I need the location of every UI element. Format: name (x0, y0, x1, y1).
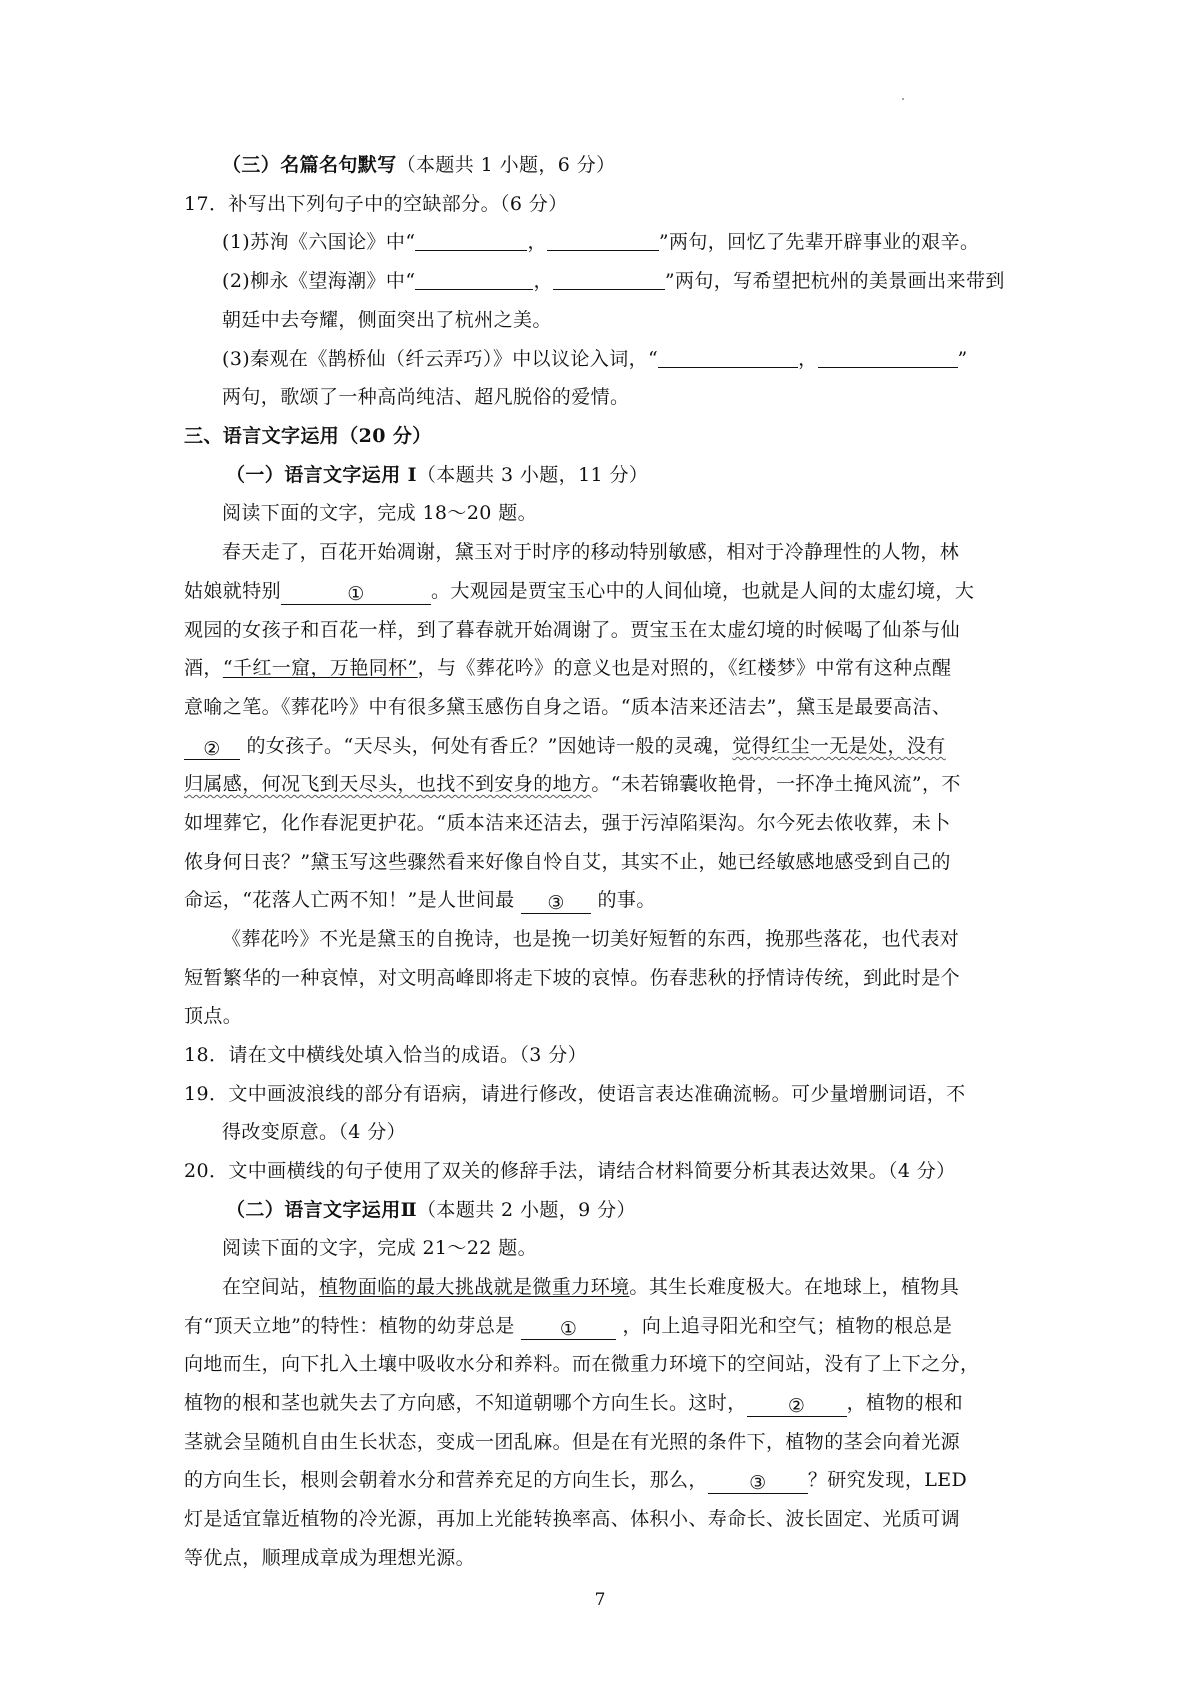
blank-1[interactable]: ① (281, 584, 431, 605)
question-17-item-3-cont: 两句，歌颂了一种高尚纯洁、超凡脱俗的爱情。 (222, 386, 630, 408)
passage-2-line (184, 1467, 967, 1494)
item-text: ”两句，写希望把杭州的美景画出来带到 (664, 270, 1005, 292)
passage-1-line (184, 733, 946, 760)
question-17-item-2-cont: 朝廷中去夸耀，侧面突出了杭州之美。 (222, 309, 552, 331)
item-text: (1)苏洵《六国论》中“ (222, 231, 416, 253)
passage-1-line: 顶点。 (184, 1005, 243, 1027)
answer-blank[interactable] (415, 269, 533, 290)
subsection-1-intro: 阅读下面的文字，完成 18～20 题。 (222, 502, 538, 524)
passage-1-line: 意喻之笔。《葬花吟》中有很多黛玉感伤自身之语。“质本洁来还洁去”，黛玉是最要高洁、 (184, 696, 952, 718)
blank-2[interactable]: ② (184, 739, 240, 760)
section-note: （本题共 1 小题，6 分） (396, 154, 616, 176)
text: 姑娘就特别 (184, 580, 282, 602)
item-text: ”两句，回忆了先辈开辟事业的艰辛。 (658, 231, 980, 253)
passage-1-line: 观园的女孩子和百花一样，到了暮春就开始凋谢了。贾宝玉在太虚幻境的时候喝了仙茶与仙 (184, 619, 961, 641)
subsection-title: （二）语言文字运用Ⅱ (226, 1199, 418, 1221)
question-17-item-2 (222, 268, 1005, 294)
text: 命运，“花落人亡两不知！”是人世间最 (184, 889, 522, 911)
question-19-cont: 得改变原意。（4 分） (222, 1121, 407, 1143)
subsection-note: （本题共 3 小题，11 分） (416, 464, 649, 486)
text: 的方向生长，根则会朝着水分和营养充足的方向生长，那么， (184, 1469, 708, 1491)
text: ，植物的根和 (846, 1392, 964, 1414)
underlined-phrase: 植物面临的最大挑战就是微重力环境 (319, 1276, 630, 1298)
answer-blank[interactable] (415, 230, 527, 251)
section-heading-recitation (222, 152, 616, 178)
text: 的女孩子。“天尽头，何处有香丘？”因她诗一般的灵魂， (246, 735, 733, 757)
text: 。“未若锦囊收艳骨，一抔净土掩风流”，不 (591, 773, 961, 795)
answer-blank[interactable] (547, 230, 659, 251)
passage-2-line: 等优点，顺理成章成为理想光源。 (184, 1547, 476, 1569)
wavy-underlined-text: 觉得红尘一无是处，没有 (732, 735, 946, 757)
passage-1-line: 春天走了，百花开始凋谢，黛玉对于时序的移动特别敏感，相对于冷静理性的人物，林 (222, 541, 960, 563)
passage-2-line (222, 1274, 959, 1300)
question-17-item-3 (222, 346, 968, 372)
answer-blank[interactable] (818, 347, 958, 368)
passage-1-line: 《葬花吟》不光是黛玉的自挽诗，也是挽一切美好短暂的东西，挽那些落花，也代表对 (222, 928, 960, 950)
comma: ， (533, 270, 553, 292)
passage-2-line: 向地而生，向下扎入土壤中吸收水分和养料。而在微重力环境下的空间站，没有了上下之分， (184, 1353, 980, 1375)
underlined-phrase: “千红一窟，万艳同杯” (222, 657, 418, 679)
text: 有“顶天立地”的特性：植物的幼芽总是 (184, 1315, 522, 1337)
passage-2-line: 茎就会呈随机自由生长状态，变成一团乱麻。但是在有光照的条件下，植物的茎会向着光源 (184, 1431, 961, 1453)
passage-1-line: 侬身何日丧？”黛玉写这些骤然看来好像自怜自艾，其实不止，她已经敏感地感受到自己的 (184, 851, 951, 873)
item-text: (3)秦观在《鹊桥仙（纤云弄巧）》中以议论入词，“ (222, 348, 659, 370)
speck-mark (902, 98, 904, 100)
text: ，与《葬花吟》的意义也是对照的，《红楼梦》中常有这种点醒 (417, 657, 952, 679)
part-3-heading: 三、语言文字运用（20 分） (184, 425, 432, 447)
text: 酒， (184, 657, 223, 679)
subsection-title: （一）语言文字运用 I (226, 464, 417, 486)
item-text: ” (957, 348, 968, 370)
comma: ， (798, 348, 818, 370)
subsection-2-heading (226, 1197, 636, 1223)
question-17-item-1 (222, 229, 979, 255)
passage-2-line: 灯是适宜靠近植物的冷光源，再加上光能转换率高、体积小、寿命长、波长固定、光质可调 (184, 1508, 961, 1530)
section-title: （三）名篇名句默写 (222, 154, 397, 176)
text: ，向上追寻阳光和空气；植物的根总是 (616, 1315, 953, 1337)
blank-3[interactable]: ③ (708, 1473, 808, 1494)
text: 在空间站， (222, 1276, 320, 1298)
blank-1[interactable]: ① (521, 1319, 616, 1340)
subsection-2-intro: 阅读下面的文字，完成 21～22 题。 (222, 1237, 538, 1259)
text: 。大观园是贾宝玉心中的人间仙境，也就是人间的太虚幻境，大 (431, 580, 975, 602)
question-20: 20．文中画横线的句子使用了双关的修辞手法，请结合材料简要分析其表达效果。（4 分） (184, 1160, 956, 1182)
answer-blank[interactable] (553, 269, 665, 290)
answer-blank[interactable] (658, 347, 798, 368)
passage-2-line (184, 1390, 963, 1417)
text: 植物的根和茎也就失去了方向感，不知道朝哪个方向生长。这时， (184, 1392, 747, 1414)
passage-1-line (184, 578, 974, 605)
blank-2[interactable]: ② (747, 1396, 847, 1417)
wavy-underlined-text: 归属感，何况飞到天尽头，也找不到安身的地方 (184, 773, 592, 795)
question-19: 19．文中画波浪线的部分有语病，请进行修改，使语言表达准确流畅。可少量增删词语，不 (184, 1083, 966, 1105)
question-17-stem: 17．补写出下列句子中的空缺部分。（6 分） (184, 193, 568, 215)
passage-1-line (184, 887, 656, 914)
question-18: 18．请在文中横线处填入恰当的成语。（3 分） (184, 1044, 588, 1066)
text: ？研究发现，LED (807, 1469, 968, 1491)
text: 。其生长难度极大。在地球上，植物具 (629, 1276, 960, 1298)
passage-1-line: 如埋葬它，化作春泥更护花。“质本洁来还洁去，强于污淖陷渠沟。尔今死去侬收葬，未卜 (184, 812, 951, 834)
passage-2-line (184, 1313, 952, 1340)
text: 的事。 (591, 889, 656, 911)
subsection-1-heading (226, 462, 648, 488)
page-number: 7 (594, 1590, 606, 1610)
blank-3[interactable]: ③ (521, 893, 591, 914)
passage-1-line (184, 655, 951, 681)
passage-1-line: 短暂繁华的一种哀悼，对文明高峰即将走下坡的哀悼。伤春悲秋的抒情诗传统，到此时是个 (184, 967, 961, 989)
passage-1-line (184, 771, 961, 797)
subsection-note: （本题共 2 小题，9 分） (417, 1199, 636, 1221)
item-text: (2)柳永《望海潮》中“ (222, 270, 416, 292)
comma: ， (527, 231, 547, 253)
